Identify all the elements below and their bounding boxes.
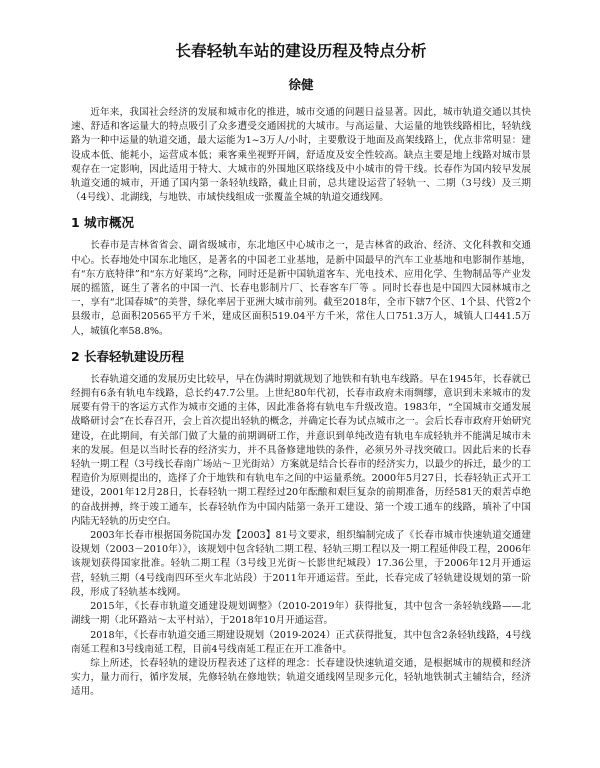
section-heading: 1 城市概况 xyxy=(71,215,135,231)
body-paragraph: 2018年，《长春市轨道交通三期建设规划（2019-2024）正式获得批复，其中包含2条轻轨线路，4号线南延工程和3号线南延工程，目前4号线南延工程正在开工准备中。 xyxy=(71,629,531,655)
body-paragraph: 2003年长春市根据国务院国办发【2003】81号文要求，组织编制完成了《长春市城市快速轨道交通建设规划（2003－2010年）》，该规划中包含轻轨二期工程、轻轨三期工程以及一期工程延伸段工程，2006年该规划获得国家批准。轻轨二期工程（3号线卫光街～长影世纪城段）17.36公里，于2006年12月开通运营，轻轨三期（4号线南四环至火车北站段）于2011年开通运营。至此，长春完成了轻轨建设规划的第一阶段，形成了轻轨基本线网。 xyxy=(71,530,531,598)
abstract-paragraph: 近年来，我国社会经济的发展和城市化的推进，城市交通的问题日益显著。因此，城市轨道交通以其快速、舒适和客运量大的特点吸引了众多遭受交通困扰的大城市。与高运量、大运量的地铁线路相比，轻轨线路为一种中运量的轨道交通，最大运能为1~3万人/小时，主要敷设于地面及高架线路上，优点非常明显：建设成本低、能耗小，运营成本低；乘客乘坐视野开阔，舒适度及安全性较高。缺点主要是地上线路对城市景观存在一定影响，因此适用于特大、大城市的外围地区联络线及中小城市的骨干线。长春作为国内较早发展轨道交通的城市，开通了国内第一条轻轨线路，截止目前，总共建设运营了轻轨一、二期（3号线）及三期（4号线）、北湖线，与地铁、市域快线组成一张覆盖全城的轨道交通线网。 xyxy=(71,107,531,204)
author-name: 徐健 xyxy=(288,77,314,92)
body-paragraph: 长春市是吉林省省会、副省级城市，东北地区中心城市之一，是吉林省的政治、经济、文化科教和交通中心。长春地处中国东北地区，是著名的中国老工业基地，是新中国最早的汽车工业基地和电影制作基地，有“东方底特律”和“东方好莱坞”之称，同时还是新中国轨道客车、光电技术、应用化学、生物制品等产业发展的摇篮，诞生了著名的中国一汽、长春电影制片厂、长春客车厂等 。同时长春也是中国四大园林城市之一，享有“北国春城”的美誉，绿化率居于亚洲大城市前列。截至2018年，全市下辖7个区、1个县、代管2个县级市，总面积20565平方千米，建成区面积519.04平方千米，常住人口751.3万人，城镇人口441.5万人，城镇化率58.8%。 xyxy=(71,240,531,337)
section-city-overview xyxy=(71,214,531,338)
body-paragraph: 长春轨道交通的发展历史比较早，早在伪满时期就规划了地铁和有轨电车线路。早在1945年，长春就已经拥有6条有轨电车线路，总长约47.7公里。上世纪80年代初，长春市政府未雨绸缪，意识到未来城市的发展要有骨干的客运方式作为城市交通的主体，因此准备将有轨电车升级改造。1983年，“全国城市交通发展战略研讨会”在长春召开，会上首次提出轻轨的概念，并确定长春为试点城市之一。会后长春市政府开始研究建设，在此期间，有关部门做了大量的前期调研工作，并意识到单纯改造有轨电车成轻轨并不能满足城市未来的发展。但是以当时长春的经济实力，并不具备修建地铁的条件，必须另外寻找突破口。因此后来的长春轻轨一期工程（3号线长春南广场站～卫光街站）方案就是结合长春市的经济实力，以最少的拆迁，最少的工程造价为原则提出的，选择了介于地铁和有轨电车之间的中运量系统。2000年5月27日，长春轻轨正式开工建设，2001年12月28日，长春轻轨一期工程经过20年酝酿和艰巨复杂的前期准备，历经581天的艰苦卓绝的奋战拼搏，终于竣工通车，长春轻轨作为中国内陆第一条开工建设、第一个竣工通车的线路，填补了中国内陆无轻轨的历史空白。 xyxy=(71,373,531,527)
section-light-rail-history xyxy=(71,348,531,700)
body-paragraph: 综上所述，长春轻轨的建设历程表述了这样的理念：长春建设快速轨道交通，是根据城市的规模和经济实力，量力而行，循序发展，先修轻轨在修地铁；轨道交通线网呈现多元化，轻轨地铁制式主辅结合，经济适用。 xyxy=(71,657,531,698)
body-paragraph: 2015年，《长春市轨道交通建设规划调整》（2010-2019年）获得批复，其中包含一条轻轨线路——北湖线一期（北环路站～太平村站），于2018年10月开通运营。 xyxy=(71,601,531,627)
section-heading: 2 长春轻轨建设历程 xyxy=(71,348,185,364)
paper-title: 长春轻轨车站的建设历程及特点分析 xyxy=(175,42,427,60)
